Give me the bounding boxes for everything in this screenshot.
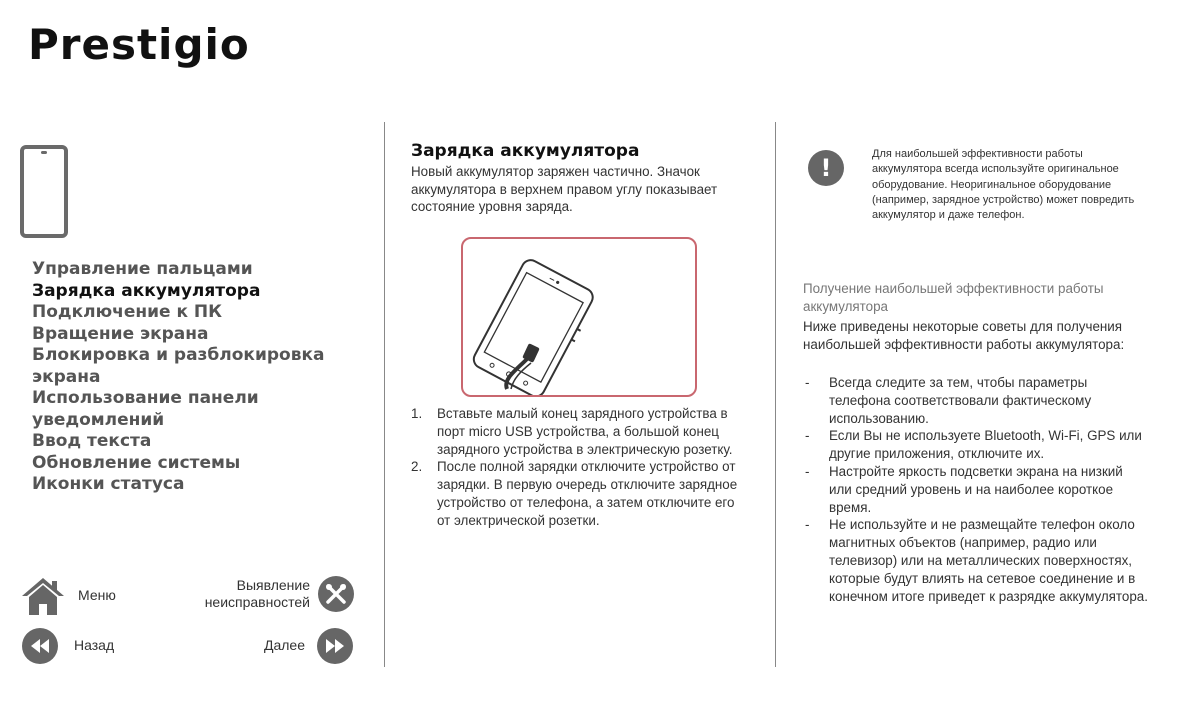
troubleshooting-button[interactable] xyxy=(188,576,354,612)
tip-text: Настройте яркость подсветки экрана на низкий или средний уровень и на наиболее короткое время. xyxy=(829,463,1123,515)
column-divider-left xyxy=(384,122,385,667)
sidebar-item-pc-connection[interactable]: Подключение к ПК xyxy=(32,302,223,322)
sidebar-item-status-icons[interactable]: Иконки статуса xyxy=(32,474,185,494)
battery-tips xyxy=(803,374,1148,605)
sidebar-item-notification-panel[interactable]: Использование панели xyxy=(32,388,259,408)
sidebar-item-finger-control[interactable]: Управление пальцами xyxy=(32,259,253,279)
warning-note: Для наибольшей эффективности работы аккумулятора всегда используйте оригинальное оборудование. Неоригинальное оборудование (например, зарядное устройство) может повредить аккумулятор и даже телефон. xyxy=(872,148,1135,222)
sidebar-nav xyxy=(32,259,377,496)
charging-illustration xyxy=(461,237,697,397)
step-number: 1. xyxy=(411,406,423,421)
sidebar-item-text-input[interactable]: Ввод текста xyxy=(32,431,152,451)
page-title: Зарядка аккумулятора xyxy=(411,141,640,161)
list-item: - Если Вы не используете Bluetooth, Wi-Fi, GPS или другие приложения, отключите их. xyxy=(803,427,1148,463)
list-item: - Всегда следите за тем, чтобы параметры телефона соответствовали фактическому использованию. xyxy=(803,374,1148,427)
step-text: Вставьте малый конец зарядного устройства в порт micro USB устройства, а большой конец зарядного устройства в электрическую розетку. xyxy=(437,406,733,457)
sidebar-item-screen-rotation[interactable]: Вращение экрана xyxy=(32,323,209,344)
column-divider-right xyxy=(775,122,776,667)
list-item: - Настройте яркость подсветки экрана на низкий или средний уровень и на наиболее короткое время. xyxy=(803,463,1148,516)
troubleshooting-label: Выявление неисправностей xyxy=(204,576,310,610)
list-item xyxy=(411,458,751,529)
fast-forward-icon xyxy=(317,628,353,664)
back-button[interactable] xyxy=(22,628,114,664)
tip-text: Если Вы не используете Bluetooth, Wi-Fi, GPS или другие приложения, отключите их. xyxy=(829,428,1142,462)
next-label: Далее xyxy=(264,637,306,654)
back-label: Назад xyxy=(74,637,115,654)
sidebar-item-battery-charging[interactable]: Зарядка аккумулятора xyxy=(32,280,261,301)
prestigio-logo: Prestigio xyxy=(28,20,250,69)
section-subtitle: Получение наибольшей эффективности работы аккумулятора xyxy=(803,281,1104,314)
list-item xyxy=(411,405,751,458)
step-text: После полной зарядки отключите устройство от зарядки. В первую очередь отключите зарядное устройство от телефона, а затем отключите его от электрической розетки. xyxy=(437,459,738,528)
next-button[interactable] xyxy=(264,628,353,664)
sidebar-item-screen-lock[interactable]: Блокировка и разблокировка экрана xyxy=(32,345,325,387)
home-icon xyxy=(20,576,66,616)
rewind-icon xyxy=(22,628,58,664)
phone-icon xyxy=(20,145,68,238)
list-item: - Не используйте и не размещайте телефон около магнитных объектов (например, радио или телевизор) или на металлических поверхностях, которые будут влиять на сетевое соединение и в конечном итоге приведет к разрядке аккумулятора. xyxy=(805,517,1148,604)
menu-button[interactable] xyxy=(20,576,116,616)
tip-text: Не используйте и не размещайте телефон около магнитных объектов (например, радио или телевизор) или на металлических поверхностях, которые будут влиять на сетевое соединение и в конечном итоге приведет к разрядке аккумулятора. xyxy=(829,517,1148,604)
tip-text: Всегда следите за тем, чтобы параметры телефона соответствовали фактическому использованию. xyxy=(829,375,1092,426)
tools-icon xyxy=(318,576,354,612)
intro-text: Новый аккумулятор заряжен частично. Значок аккумулятора в верхнем правом углу показывает состояние уровня заряда. xyxy=(411,164,718,214)
exclamation-icon: ! xyxy=(808,150,844,186)
step-number: 2. xyxy=(411,459,423,475)
charging-steps xyxy=(411,405,751,530)
sidebar-item-notification-panel-cont[interactable]: уведомлений xyxy=(32,409,165,430)
sidebar-item-system-update[interactable]: Обновление системы xyxy=(32,452,241,473)
menu-label: Меню xyxy=(78,587,116,604)
tips-intro: Ниже приведены некоторые советы для получения наибольшей эффективности работы аккумулятора: xyxy=(803,319,1125,352)
